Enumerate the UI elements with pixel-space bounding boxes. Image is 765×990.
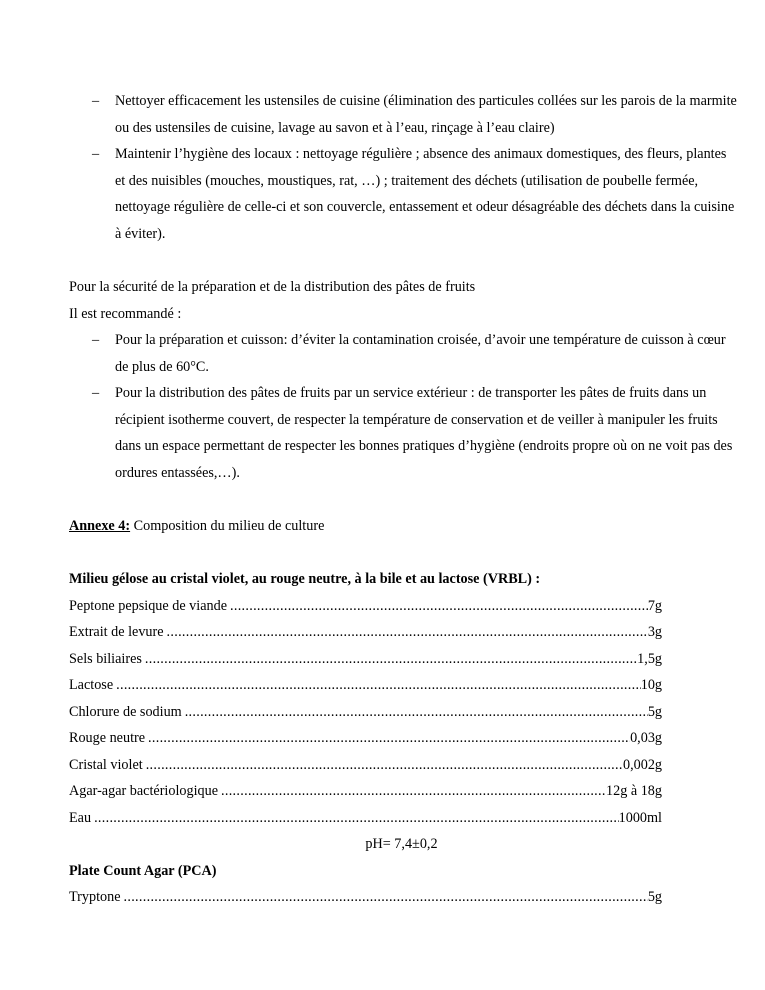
dash-bullet-icon: – — [92, 146, 100, 162]
ingredient-amount: 10g — [640, 677, 662, 693]
ingredient-amount: 5g — [647, 889, 662, 905]
hygiene-list — [92, 88, 737, 247]
recommended-text: Il est recommandé : — [69, 305, 182, 322]
ingredient-name: Tryptone — [69, 889, 121, 905]
list-item — [92, 141, 737, 247]
ingredient-row — [69, 672, 662, 699]
dot-leader — [185, 699, 648, 726]
vrbl-section — [69, 566, 739, 911]
list-item-text: Pour la préparation et cuisson: d’éviter la contamination croisée, d’avoir une température de cuisson à cœur de plus de 60°C. — [115, 332, 726, 375]
ingredient-amount: 3g — [647, 624, 662, 640]
dot-leader — [230, 593, 648, 620]
dot-leader — [167, 619, 648, 646]
pca-ingredients — [69, 884, 739, 911]
ingredient-row — [69, 778, 662, 805]
vrbl-ingredients — [69, 593, 739, 832]
security-heading: Pour la sécurité de la préparation et de la distribution des pâtes de fruits — [69, 279, 476, 295]
ingredient-amount: 1,5g — [637, 650, 662, 667]
annexe-title: Composition du milieu de culture — [130, 518, 325, 534]
annexe-heading — [69, 513, 739, 540]
vrbl-ph: pH= 7,4±0,2 — [365, 836, 438, 852]
ingredient-amount: 0,002g — [622, 756, 662, 773]
dot-leader — [221, 778, 606, 805]
ingredient-row — [69, 725, 662, 752]
list-item — [92, 88, 737, 141]
ingredient-row — [69, 884, 662, 911]
ingredient-amount: 7g — [647, 597, 662, 614]
ingredient-name: Agar-agar bactériologique — [69, 783, 219, 799]
list-item-text: Pour la distribution des pâtes de fruits par un service extérieur : de transporter les pâtes de fruits dans un récipient isotherme couvert, de respecter la température de conservation et de veiller à manipuler les fruits dans un espace permettant de respecter les bonnes pratiques d’hygiène (endroits propre où on ne voit pas des ordures entassées,…). — [115, 385, 733, 481]
ingredient-name: Extrait de levure — [69, 624, 164, 640]
dot-leader — [145, 646, 637, 673]
ingredient-row — [69, 699, 662, 726]
list-item-text: Nettoyer efficacement les ustensiles de cuisine (élimination des particules collées sur les parois de la marmite ou des ustensiles de cuisine, lavage au savon et à l’eau, rinçage à l’eau claire) — [115, 93, 737, 136]
dash-bullet-icon: – — [92, 332, 100, 348]
ingredient-amount: 1000ml — [618, 809, 662, 826]
dot-leader — [146, 752, 623, 779]
vrbl-title: Milieu gélose au cristal violet, au rouge neutre, à la bile et au lactose (VRBL) : — [69, 571, 541, 587]
ingredient-name: Sels biliaires — [69, 650, 142, 667]
annexe-label: Annexe 4: — [69, 518, 131, 534]
list-item — [92, 380, 737, 486]
dot-leader — [124, 884, 648, 911]
ingredient-row — [69, 646, 662, 673]
dash-bullet-icon: – — [92, 385, 100, 401]
ingredient-row — [69, 619, 662, 646]
ingredient-name: Chlorure de sodium — [69, 703, 182, 720]
ingredient-name: Lactose — [69, 677, 114, 693]
dot-leader — [94, 805, 619, 832]
ingredient-row — [69, 805, 662, 832]
list-item-text: Maintenir l’hygiène des locaux : nettoyage régulière ; absence des animaux domestiques, des fleurs, plantes et des nuisibles (mouches, moustiques, rat, …) ; traitement des déchets (utilisation de poubelle fermée, nettoyage régulière de celle-ci et son couvercle, entassement et odeur désagréable des déchets dans la cuisine à éviter). — [115, 146, 735, 242]
ingredient-name: Peptone pepsique de viande — [69, 597, 227, 614]
security-list — [92, 327, 737, 486]
ingredient-row — [69, 752, 662, 779]
ingredient-amount: 5g — [647, 703, 662, 720]
pca-title: Plate Count Agar (PCA) — [69, 862, 217, 879]
ingredient-name: Eau — [69, 809, 92, 826]
ingredient-amount: 12g à 18g — [606, 783, 662, 799]
list-item — [92, 327, 737, 380]
security-section — [69, 274, 739, 327]
dot-leader — [116, 672, 641, 699]
dot-leader — [148, 725, 630, 752]
dash-bullet-icon: – — [92, 93, 100, 109]
ingredient-amount: 0,03g — [630, 730, 662, 746]
ingredient-row — [69, 593, 662, 620]
ingredient-name: Rouge neutre — [69, 730, 146, 746]
ingredient-name: Cristal violet — [69, 756, 143, 773]
